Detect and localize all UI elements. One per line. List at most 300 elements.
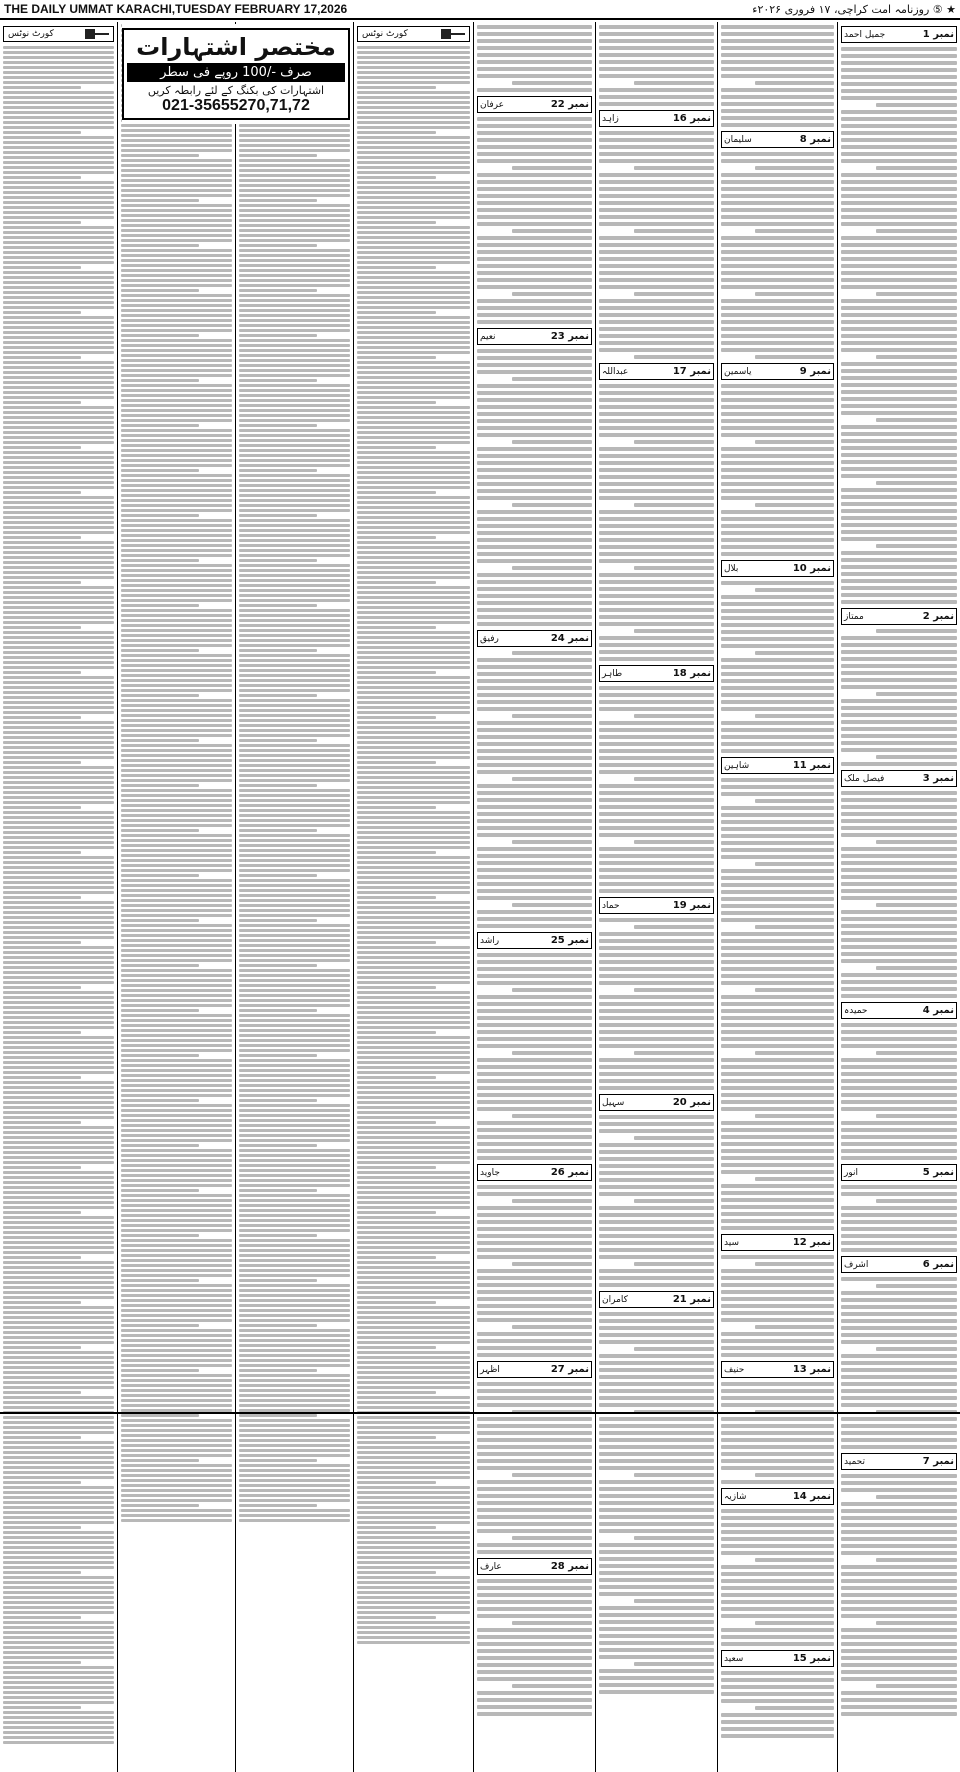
text-line — [121, 1189, 199, 1192]
text-line — [477, 243, 592, 247]
text-line — [477, 1508, 592, 1512]
text-line — [239, 1154, 350, 1157]
text-line — [599, 1578, 714, 1582]
text-line — [477, 1501, 592, 1505]
text-line — [841, 1361, 957, 1365]
text-line — [634, 1473, 715, 1477]
text-line — [3, 1016, 114, 1019]
text-line — [477, 1037, 592, 1041]
text-line — [599, 636, 714, 640]
text-line — [3, 191, 114, 194]
text-line — [239, 1384, 350, 1387]
text-line — [3, 116, 114, 119]
text-line — [121, 329, 232, 332]
text-line — [357, 1181, 470, 1184]
text-line — [357, 201, 470, 204]
text-line — [599, 995, 714, 999]
text-line — [357, 111, 470, 114]
text-line — [239, 1089, 350, 1092]
text-line — [121, 874, 199, 877]
text-line — [3, 636, 114, 639]
text-line — [239, 444, 350, 447]
text-line — [634, 1599, 715, 1603]
text-line — [721, 609, 834, 613]
text-line — [357, 1546, 470, 1549]
text-line — [121, 534, 232, 537]
text-line — [841, 54, 957, 58]
text-line — [121, 684, 232, 687]
section-number: نمبر 1 — [922, 29, 954, 40]
text-line — [841, 278, 957, 282]
text-line — [239, 1464, 350, 1467]
text-line — [121, 374, 232, 377]
text-line — [121, 444, 232, 447]
text-line — [357, 661, 470, 664]
text-line — [721, 1685, 834, 1689]
text-line — [3, 1706, 81, 1709]
text-line — [239, 994, 350, 997]
text-line — [357, 191, 470, 194]
text-line — [3, 1436, 81, 1439]
text-line — [121, 1119, 232, 1122]
text-line — [477, 1515, 592, 1519]
text-line — [721, 679, 834, 683]
text-line — [599, 531, 714, 535]
text-line — [121, 789, 232, 792]
text-line — [477, 67, 592, 71]
text-line — [121, 1254, 232, 1257]
text-line — [3, 856, 114, 859]
text-line — [721, 792, 834, 796]
section-number: نمبر 6 — [922, 1259, 954, 1270]
text-line — [721, 109, 834, 113]
text-line — [721, 1445, 834, 1449]
text-line — [121, 849, 232, 852]
text-line — [3, 861, 114, 864]
text-line — [239, 514, 317, 517]
text-line — [477, 854, 592, 858]
text-line — [841, 61, 957, 65]
text-line — [357, 761, 436, 764]
text-line — [121, 1094, 232, 1097]
text-line — [634, 925, 715, 929]
text-line — [239, 549, 350, 552]
text-line — [876, 1495, 957, 1499]
text-line — [121, 274, 232, 277]
text-line — [477, 306, 592, 310]
text-line — [239, 1414, 317, 1417]
text-line — [357, 611, 470, 614]
text-line — [599, 1389, 714, 1393]
text-line — [599, 250, 714, 254]
text-line — [477, 967, 592, 971]
text-line — [477, 138, 592, 142]
text-line — [239, 1469, 350, 1472]
text-line — [239, 1234, 317, 1237]
text-line — [3, 1011, 114, 1014]
text-line — [121, 1249, 232, 1252]
text-line — [239, 1239, 350, 1242]
text-line — [3, 806, 81, 809]
column-2-text — [121, 24, 232, 1522]
ad-title: مختصر اشتہارات — [136, 33, 336, 61]
text-line — [357, 1476, 470, 1479]
text-line — [477, 749, 592, 753]
text-line — [121, 134, 232, 137]
text-line — [239, 329, 350, 332]
text-line — [3, 1606, 114, 1609]
text-line — [357, 1036, 470, 1039]
text-line — [841, 348, 957, 352]
text-line — [3, 1526, 81, 1529]
text-line — [121, 919, 199, 922]
text-line — [841, 509, 957, 513]
text-line — [599, 700, 714, 704]
text-line — [3, 681, 114, 684]
text-line — [357, 951, 470, 954]
text-line — [721, 939, 834, 943]
text-line — [3, 676, 114, 679]
text-line — [599, 974, 714, 978]
text-line — [841, 222, 957, 226]
text-line — [841, 1291, 957, 1295]
text-line — [239, 1014, 350, 1017]
text-line — [121, 854, 232, 857]
text-line — [239, 689, 350, 692]
text-line — [477, 1346, 592, 1350]
text-line — [477, 861, 592, 865]
text-line — [3, 1536, 114, 1539]
text-line — [239, 264, 350, 267]
section-number: نمبر 9 — [799, 366, 831, 377]
text-line — [239, 1509, 350, 1512]
text-line — [357, 1396, 470, 1399]
text-line — [721, 855, 834, 859]
text-line — [121, 884, 232, 887]
text-line — [357, 626, 436, 629]
text-line — [599, 475, 714, 479]
text-line — [357, 1096, 470, 1099]
text-line — [599, 1571, 714, 1575]
text-line — [599, 348, 714, 352]
text-line — [121, 499, 232, 502]
text-line — [121, 829, 199, 832]
text-line — [121, 1279, 199, 1282]
text-line — [121, 1429, 232, 1432]
text-line — [121, 424, 199, 427]
text-line — [841, 1298, 957, 1302]
text-line — [721, 327, 834, 331]
text-line — [599, 1403, 714, 1407]
text-line — [357, 1391, 436, 1394]
text-line — [477, 805, 592, 809]
text-line — [634, 229, 715, 233]
text-line — [357, 1186, 470, 1189]
text-line — [121, 289, 199, 292]
text-line — [841, 1100, 957, 1104]
text-line — [357, 1296, 470, 1299]
text-line — [841, 1135, 957, 1139]
text-line — [841, 1565, 957, 1569]
text-line — [841, 1354, 957, 1358]
section-box — [599, 897, 714, 914]
text-line — [121, 1284, 232, 1287]
text-line — [121, 674, 232, 677]
text-line — [477, 1135, 592, 1139]
text-line — [121, 1474, 232, 1477]
text-line — [3, 356, 81, 359]
text-line — [721, 1671, 834, 1675]
text-line — [357, 1406, 470, 1409]
text-line — [3, 296, 114, 299]
text-line — [477, 426, 592, 430]
section-box — [841, 770, 957, 787]
text-line — [121, 1209, 232, 1212]
text-line — [357, 1271, 470, 1274]
text-line — [357, 621, 470, 624]
text-line — [599, 60, 714, 64]
text-line — [721, 1219, 834, 1223]
text-line — [3, 81, 114, 84]
text-line — [121, 879, 232, 882]
text-line — [599, 1641, 714, 1645]
text-line — [3, 941, 81, 944]
text-line — [239, 909, 350, 912]
text-line — [841, 1502, 957, 1506]
text-line — [121, 944, 232, 947]
text-line — [121, 1324, 199, 1327]
text-line — [599, 215, 714, 219]
text-line — [121, 1009, 199, 1012]
text-line — [357, 386, 470, 389]
text-line — [599, 1086, 714, 1090]
text-line — [599, 552, 714, 556]
text-line — [121, 954, 232, 957]
text-line — [721, 785, 834, 789]
text-line — [239, 829, 317, 832]
text-line — [121, 1244, 232, 1247]
text-line — [599, 74, 714, 78]
text-line — [357, 396, 470, 399]
text-line — [3, 1131, 114, 1134]
text-line — [357, 1351, 470, 1354]
text-line — [3, 891, 114, 894]
section-box — [599, 665, 714, 682]
text-line — [3, 1741, 114, 1744]
text-line — [3, 991, 114, 994]
text-line — [121, 1114, 232, 1117]
text-line — [841, 664, 957, 668]
text-line — [239, 704, 350, 707]
text-line — [841, 1431, 957, 1435]
text-line — [841, 131, 957, 135]
text-line — [357, 1376, 470, 1379]
text-line — [357, 1191, 470, 1194]
text-line — [357, 436, 470, 439]
masthead-urdu: ★ ⑤ روزنامہ امت کراچی، ۱۷ فروری ۲۰۲۶ء — [752, 2, 956, 16]
text-line — [721, 742, 834, 746]
section-label: سلیمان — [724, 134, 752, 145]
text-line — [239, 1394, 350, 1397]
text-line — [239, 929, 350, 932]
text-line — [3, 1611, 114, 1614]
text-line — [721, 1346, 834, 1350]
text-line — [239, 559, 317, 562]
text-line — [3, 1051, 114, 1054]
text-line — [477, 1550, 592, 1554]
text-line — [121, 449, 232, 452]
text-line — [239, 894, 350, 897]
text-line — [121, 399, 232, 402]
text-line — [477, 1431, 592, 1435]
text-line — [357, 1446, 470, 1449]
text-line — [477, 608, 592, 612]
text-line — [121, 1379, 232, 1382]
text-line — [239, 584, 350, 587]
text-line — [239, 944, 350, 947]
text-line — [239, 589, 350, 592]
text-line — [3, 306, 114, 309]
text-line — [876, 966, 957, 970]
text-line — [3, 311, 81, 314]
text-line — [721, 1184, 834, 1188]
text-line — [239, 999, 350, 1002]
text-line — [357, 1466, 470, 1469]
text-line — [121, 1224, 232, 1227]
text-line — [721, 426, 834, 430]
text-line — [599, 496, 714, 500]
text-line — [357, 1156, 470, 1159]
text-line — [721, 398, 834, 402]
text-line — [239, 1434, 350, 1437]
text-line — [599, 1606, 714, 1610]
text-line — [239, 1379, 350, 1382]
text-line — [3, 341, 114, 344]
text-line — [477, 580, 592, 584]
text-line — [357, 1386, 470, 1389]
text-line — [121, 1269, 232, 1272]
text-line — [357, 1046, 470, 1049]
text-line — [599, 573, 714, 577]
text-line — [357, 151, 470, 154]
text-line — [841, 917, 957, 921]
text-line — [634, 81, 715, 85]
text-line — [841, 1481, 957, 1485]
text-line — [755, 229, 834, 233]
text-line — [239, 1519, 350, 1522]
text-line — [3, 621, 114, 624]
text-line — [599, 953, 714, 957]
text-line — [841, 713, 957, 717]
text-line — [121, 1264, 232, 1267]
text-line — [121, 949, 232, 952]
text-line — [841, 1312, 957, 1316]
section-label: عبداللہ — [602, 366, 629, 377]
text-line — [121, 1079, 232, 1082]
text-line — [3, 1731, 114, 1734]
text-line — [3, 266, 81, 269]
text-line — [357, 1571, 436, 1574]
text-line — [599, 918, 714, 922]
text-line — [121, 719, 232, 722]
text-line — [3, 256, 114, 259]
text-line — [239, 759, 350, 762]
text-line — [357, 1151, 470, 1154]
text-line — [239, 1024, 350, 1027]
text-line — [721, 686, 834, 690]
text-line — [357, 1106, 470, 1109]
text-line — [357, 831, 470, 834]
text-line — [3, 601, 114, 604]
text-line — [357, 536, 436, 539]
text-line — [721, 88, 834, 92]
text-line — [357, 1316, 470, 1319]
text-line — [121, 1159, 232, 1162]
text-line — [121, 774, 232, 777]
text-line — [239, 429, 350, 432]
text-line — [599, 1023, 714, 1027]
text-line — [477, 1269, 592, 1273]
text-line — [121, 469, 199, 472]
text-line — [239, 1029, 350, 1032]
text-line — [3, 1101, 114, 1104]
text-line — [721, 1163, 834, 1167]
text-line — [121, 479, 232, 482]
text-line — [3, 691, 114, 694]
text-line — [357, 66, 470, 69]
text-line — [121, 394, 232, 397]
text-line — [477, 1100, 592, 1104]
text-line — [3, 1026, 114, 1029]
text-line — [841, 1389, 957, 1393]
text-line — [841, 474, 957, 478]
text-line — [357, 391, 470, 394]
text-line — [512, 377, 593, 381]
text-line — [721, 1212, 834, 1216]
text-line — [512, 840, 593, 844]
text-line — [721, 883, 834, 887]
text-line — [121, 484, 232, 487]
text-line — [721, 32, 834, 36]
text-line — [357, 486, 470, 489]
text-line — [121, 1334, 232, 1337]
text-line — [477, 187, 592, 191]
text-line — [599, 1065, 714, 1069]
text-line — [477, 489, 592, 493]
text-line — [121, 304, 232, 307]
text-line — [721, 1699, 834, 1703]
text-line — [239, 974, 350, 977]
text-line — [239, 244, 317, 247]
section-number: نمبر 17 — [672, 366, 711, 377]
text-line — [841, 152, 957, 156]
text-line — [3, 686, 114, 689]
text-line — [599, 1185, 714, 1189]
text-line — [239, 1084, 350, 1087]
text-line — [357, 1491, 470, 1494]
text-line — [3, 231, 114, 234]
text-line — [239, 459, 350, 462]
text-line — [357, 701, 470, 704]
text-line — [239, 779, 350, 782]
text-line — [3, 1671, 114, 1674]
text-line — [841, 1044, 957, 1048]
text-line — [121, 1064, 232, 1067]
text-line — [357, 1591, 470, 1594]
text-line — [721, 1128, 834, 1132]
text-line — [477, 131, 592, 135]
text-line — [121, 1439, 232, 1442]
